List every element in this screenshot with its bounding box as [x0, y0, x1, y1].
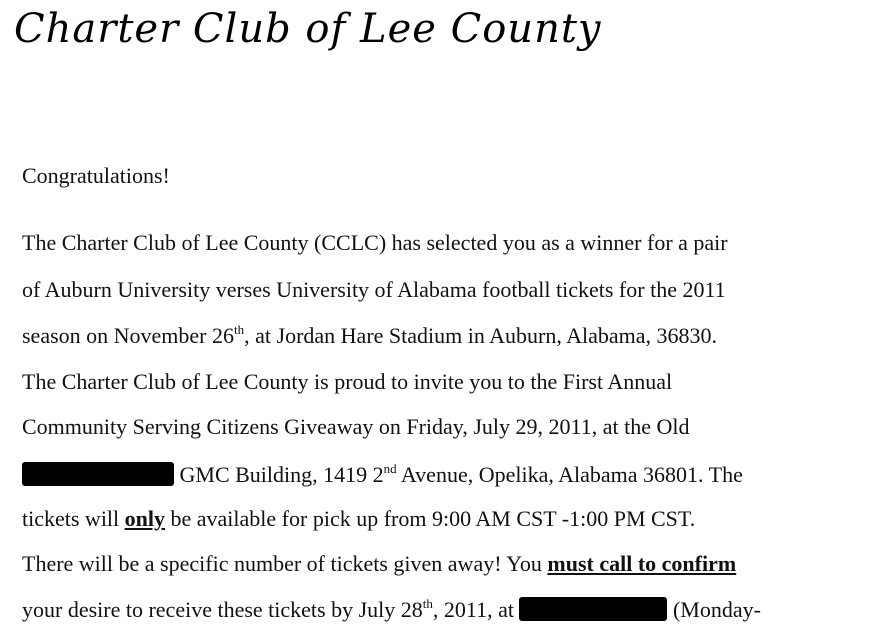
body-line-2: of Auburn University verses University of Alabama football tickets for the 2011 [22, 277, 726, 302]
body-line-7-end: be available for pick up from 9:00 AM CST -1:00 PM CST. [165, 506, 696, 531]
ordinal-suffix: nd [383, 461, 397, 476]
body-line-9-start: your desire to receive these tickets by July 28 [22, 597, 423, 622]
redaction-block [519, 597, 667, 621]
body-line-3-end: , at Jordan Hare Stadium in Auburn, Alabama, 36830. [244, 323, 718, 348]
body-line-7-start: tickets will [22, 506, 125, 531]
redaction-block [22, 462, 174, 486]
body-line-9-end: (Monday- [667, 597, 761, 622]
body-line-8-start: There will be a specific number of tickets given away! You [22, 551, 548, 576]
body-line-8 [22, 553, 736, 575]
body-line-9-mid: , 2011, at [432, 597, 520, 622]
ordinal-suffix: th [422, 596, 433, 611]
body-line-6-start: GMC Building, 1419 2 [174, 462, 384, 487]
ordinal-suffix: th [234, 322, 245, 337]
body-line-7 [22, 508, 695, 530]
emphasis-must-call: must call to confirm [547, 551, 737, 576]
letterhead-title: Charter Club of Lee County [14, 6, 602, 52]
body-line-6-end: Avenue, Opelika, Alabama 36801. The [396, 462, 743, 487]
body-line-6 [22, 462, 743, 486]
emphasis-only: only [124, 506, 166, 531]
body-line-5: Community Serving Citizens Giveaway on Friday, July 29, 2011, at the Old [22, 414, 690, 439]
body-line-3 [22, 322, 718, 348]
greeting: Congratulations! [22, 163, 170, 188]
body-line-9 [22, 597, 761, 621]
body-line-4: The Charter Club of Lee County is proud to invite you to the First Annual [22, 369, 673, 394]
body-line-1: The Charter Club of Lee County (CCLC) has selected you as a winner for a pair [22, 230, 728, 255]
body-line-3-start: season on November 26 [22, 323, 235, 348]
